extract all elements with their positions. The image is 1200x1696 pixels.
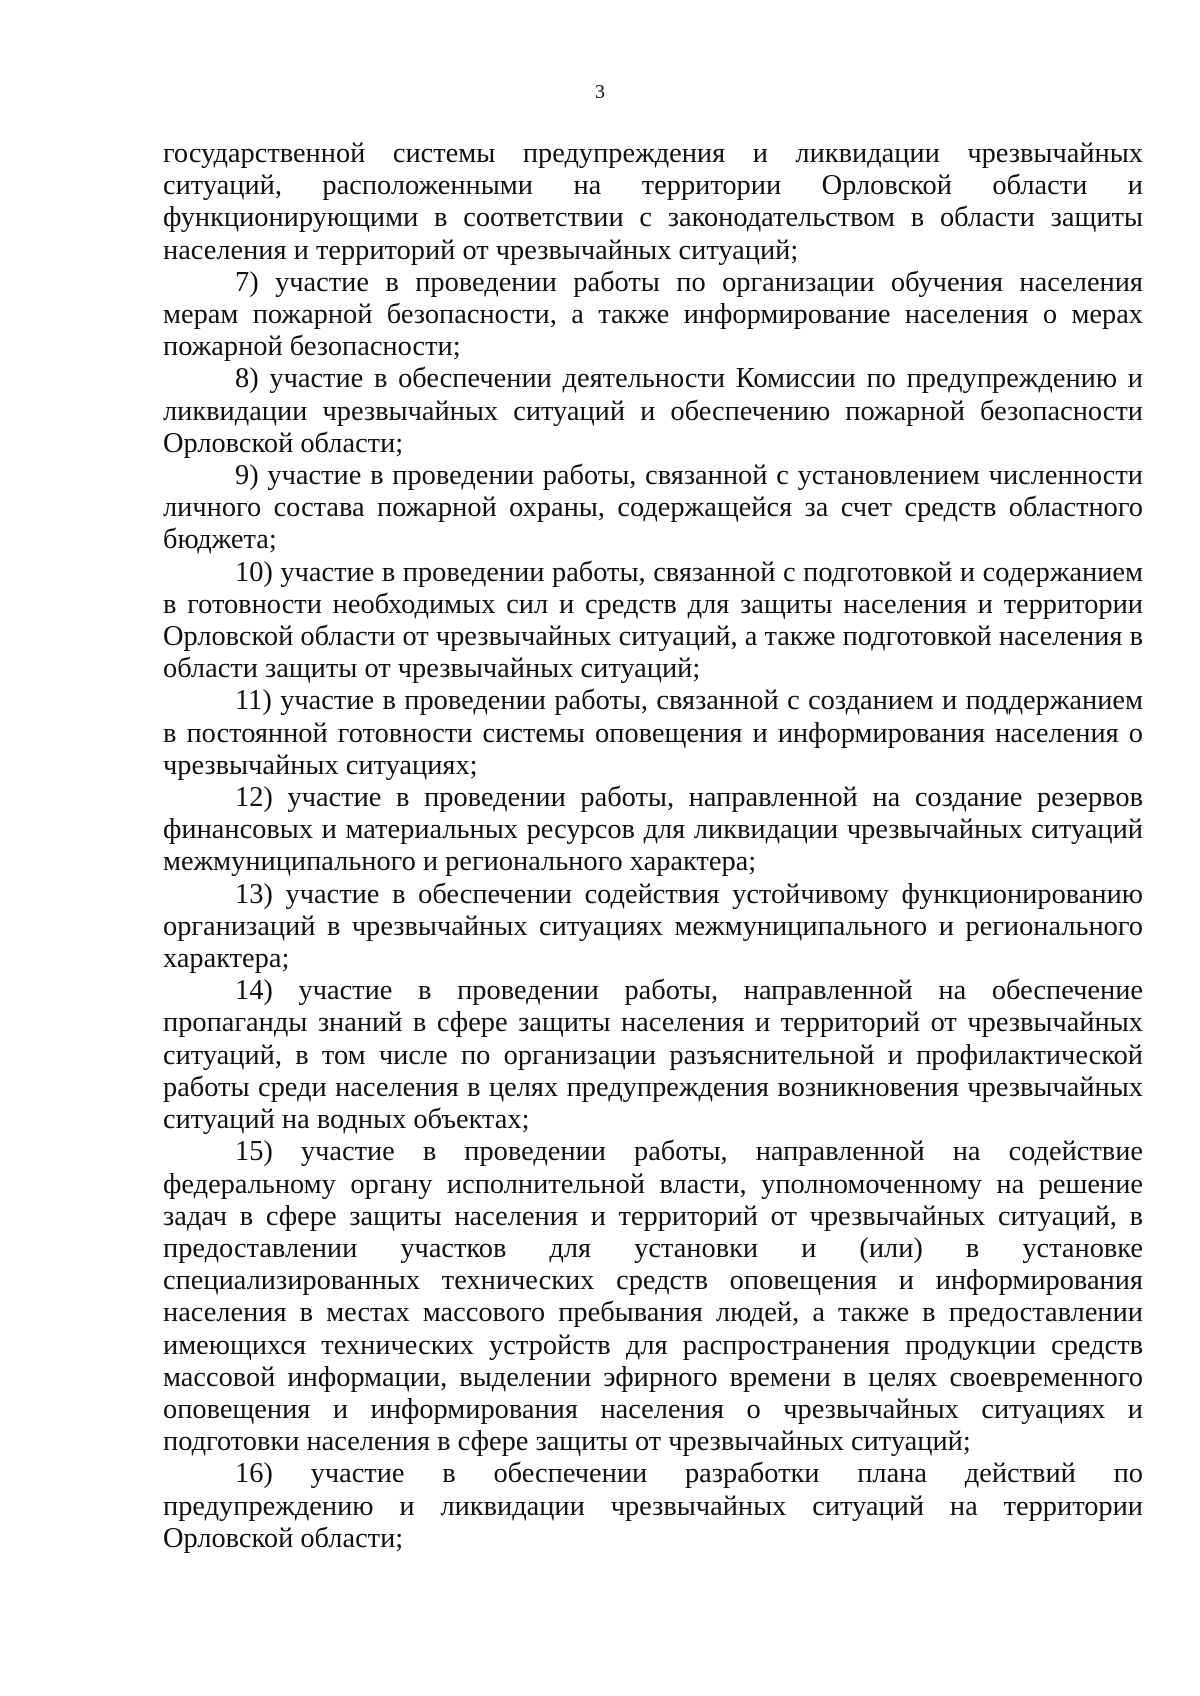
paragraph-continuation: государственной системы предупреждения и ликвидации чрезвычайных ситуаций, расположенными на территории Орловской области и функционирующими в соответствии с законодательством в области защиты населения и территорий от чрезвычайных ситуаций; xyxy=(163,138,1143,266)
paragraph-item-8: 8) участие в обеспечении деятельности Комиссии по предупреждению и ликвидации чрезвычайных ситуаций и обеспечению пожарной безопасности Орловской области; xyxy=(163,363,1143,459)
paragraph-item-7: 7) участие в проведении работы по организации обучения населения мерам пожарной безопасности, а также информирование населения о мерах пожарной безопасности; xyxy=(163,266,1143,363)
paragraph-item-16: 16) участие в обеспечении разработки плана действий по предупреждению и ликвидации чрезвычайных ситуаций на территории Орловской области; xyxy=(163,1458,1143,1554)
paragraph-item-10: 10) участие в проведении работы, связанной с подготовкой и содержанием в готовности необходимых сил и средств для защиты населения и территории Орловской области от чрезвычайных ситуаций, а также подготовкой населения в области защиты от чрезвычайных ситуаций; xyxy=(163,556,1143,685)
paragraph-item-13: 13) участие в обеспечении содействия устойчивому функционированию организаций в чрезвычайных ситуациях межмуниципального и регионального характера; xyxy=(163,878,1143,975)
paragraph-item-14: 14) участие в проведении работы, направленной на обеспечение пропаганды знаний в сфере защиты населения и территорий от чрезвычайных ситуаций, в том числе по организации разъяснительной и профилактической работы среди населения в целях предупреждения возникновения чрезвычайных ситуаций на водных объектах; xyxy=(163,975,1143,1136)
paragraph-item-15: 15) участие в проведении работы, направленной на содействие федеральному органу исполнительной власти, уполномоченному на решение задач в сфере защиты населения и территорий от чрезвычайных ситуаций, в предоставлении участков для установки и (или) в установке специализированных технических средств оповещения и информирования населения в местах массового пребывания людей, а также в предоставлении имеющихся технических устройств для распространения продукции средств массовой информации, выделении эфирного времени в целях своевременного оповещения и информирования населения о чрезвычайных ситуациях и подготовки населения в сфере защиты от чрезвычайных ситуаций; xyxy=(163,1136,1143,1458)
paragraph-item-11: 11) участие в проведении работы, связанной с созданием и поддержанием в постоянной готовности системы оповещения и информирования населения о чрезвычайных ситуациях; xyxy=(163,685,1143,781)
paragraph-item-9: 9) участие в проведении работы, связанной с установлением численности личного состава пожарной охраны, содержащейся за счет средств областного бюджета; xyxy=(163,460,1143,556)
document-body xyxy=(163,138,1143,1555)
page-number: 3 xyxy=(595,81,605,103)
paragraph-item-12: 12) участие в проведении работы, направленной на создание резервов финансовых и материальных ресурсов для ликвидации чрезвычайных ситуаций межмуниципального и регионального характера; xyxy=(163,782,1143,878)
